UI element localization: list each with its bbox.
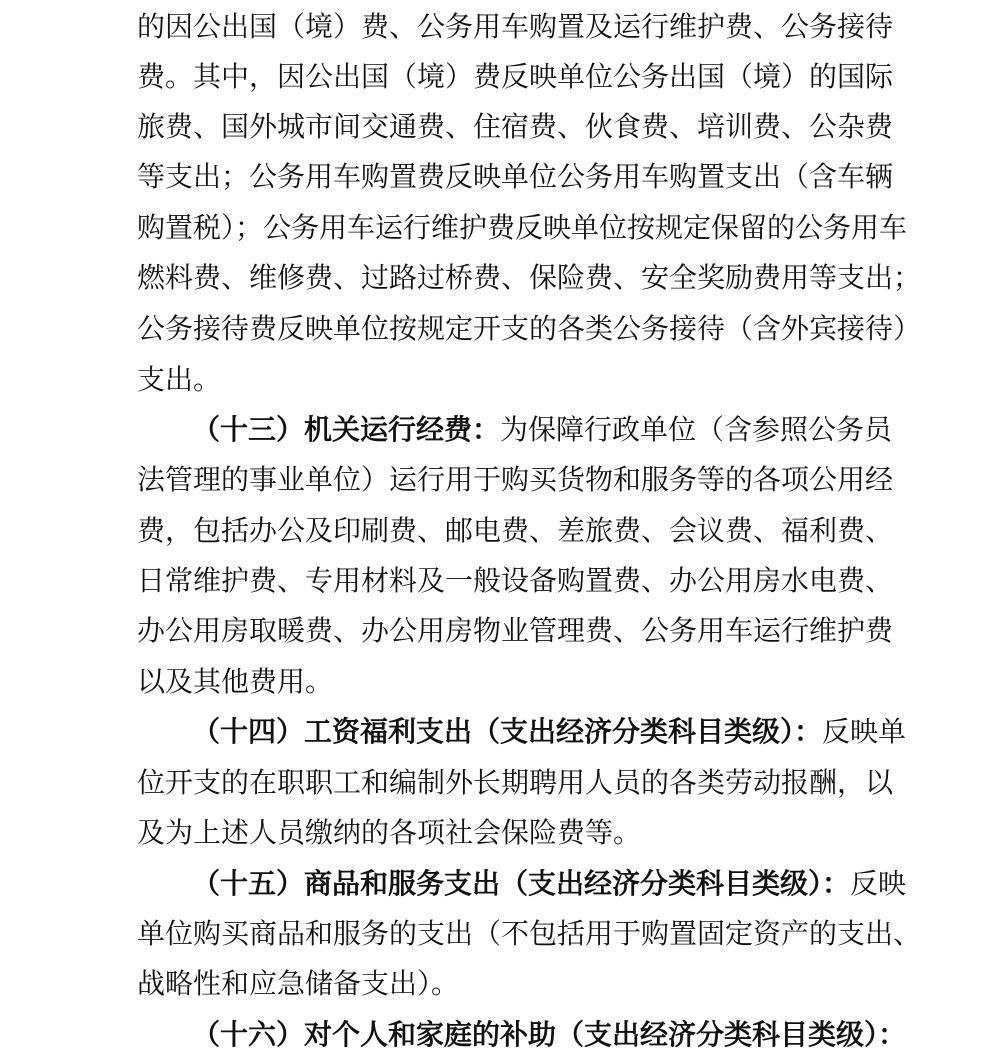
text-line: 支出。 — [137, 363, 222, 396]
text-line: 燃料费、维修费、过路过桥费、保险费、安全奖励费用等支出； — [137, 261, 922, 294]
text-line: 费，包括办公及印刷费、邮电费、差旅费、会议费、福利费、 — [137, 514, 894, 547]
section-15-text: 反映 — [850, 867, 907, 900]
section-14-text: 反映单 — [822, 715, 907, 748]
section-13-first-line — [192, 413, 892, 447]
text-line: 战略性和应急储备支出）。 — [137, 967, 460, 1000]
text-line: 单位购买商品和服务的支出（不包括用于购置固定资产的支出、 — [137, 917, 922, 950]
section-15-first-line — [192, 867, 906, 901]
text-line: 办公用房取暖费、办公用房物业管理费、公务用车运行维护费 — [137, 614, 894, 647]
section-13-heading: （十三）机关运行经费： — [192, 413, 501, 446]
section-14-heading: （十四）工资福利支出（支出经济分类科目类级）： — [192, 715, 823, 748]
text-line: 旅费、国外城市间交通费、住宿费、伙食费、培训费、公杂费 — [137, 110, 894, 143]
text-line: 法管理的事业单位）运行用于购买货物和服务等的各项公用经 — [137, 463, 894, 496]
text-line: 日常维护费、专用材料及一般设备购置费、办公用房水电费、 — [137, 564, 894, 597]
text-line: 以及其他费用。 — [137, 665, 334, 698]
section-13-text: 为保障行政单位（含参照公务员 — [500, 413, 893, 446]
text-line: 购置税）；公务用车运行维护费反映单位按规定保留的公务用车 — [137, 211, 908, 244]
text-line: 等支出；公务用车购置费反映单位公务用车购置支出（含车辆 — [137, 160, 894, 193]
section-16-heading: （十六）对个人和家庭的补助（支出经济分类科目类级）： — [192, 1018, 907, 1051]
section-15-heading: （十五）商品和服务支出（支出经济分类科目类级）： — [192, 867, 851, 900]
text-line: 公务接待费反映单位按规定开支的各类公务接待（含外宾接待） — [137, 312, 922, 345]
text-line: 的因公出国（境）费、公务用车购置及运行维护费、公务接待 — [137, 10, 894, 43]
section-16-first-line — [192, 1018, 906, 1052]
section-14-first-line — [192, 715, 906, 749]
text-line: 位开支的在职职工和编制外长期聘用人员的各类劳动报酬，以 — [137, 766, 894, 799]
text-line: 费。其中，因公出国（境）费反映单位公务出国（境）的国际 — [137, 60, 894, 93]
text-line: 及为上述人员缴纳的各项社会保险费等。 — [137, 816, 642, 849]
